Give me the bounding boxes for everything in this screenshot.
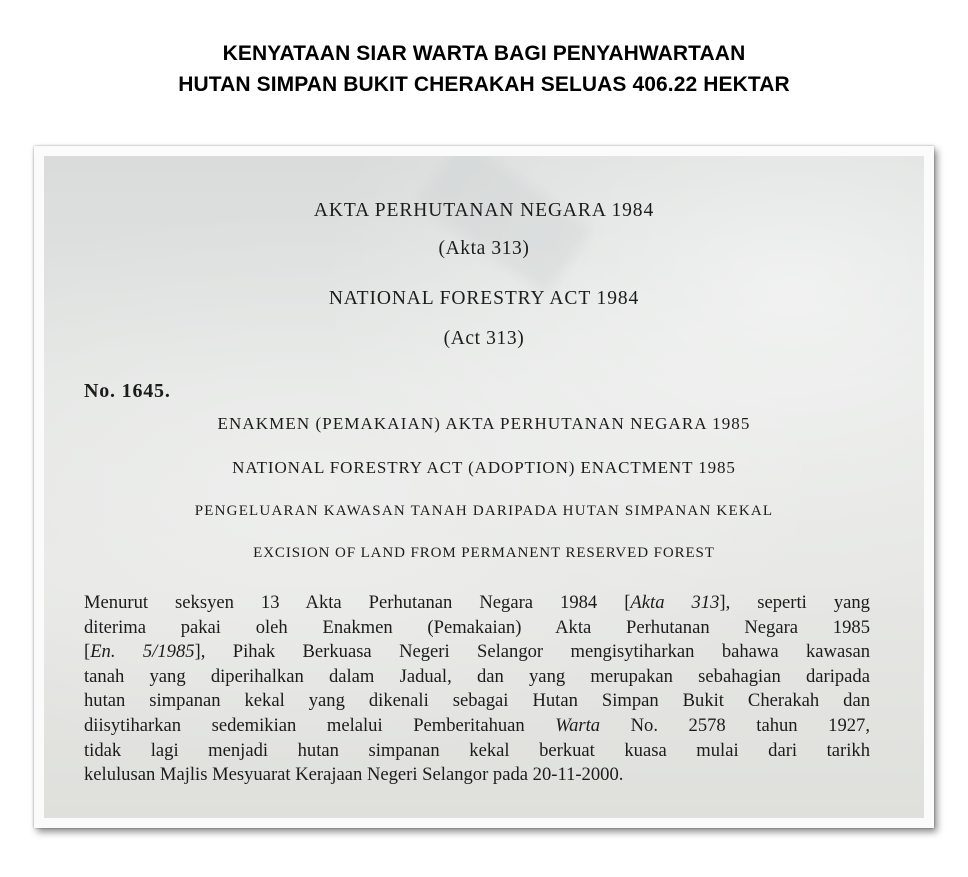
heading-line-1: KENYATAAN SIAR WARTA BAGI PENYAHWARTAAN: [222, 42, 746, 65]
warta-reference: Warta: [555, 714, 601, 736]
body-line-4: tanah yang diperihalkan dalam Jadual, dan yang merupakan sebahagian daripada: [84, 665, 870, 687]
subject-english: EXCISION OF LAND FROM PERMANENT RESERVED FOREST: [253, 545, 715, 561]
body-line-6: [84, 714, 870, 739]
enactment-english-title: NATIONAL FORESTRY ACT (ADOPTION) ENACTMENT 1985: [232, 458, 736, 477]
body-line-5: hutan simpanan kekal yang dikenali sebagai Hutan Simpan Bukit Cherakah dan: [84, 690, 870, 712]
act-english-title: NATIONAL FORESTRY ACT 1984: [328, 288, 640, 309]
body-text: No. 2578 tahun 1927,: [600, 714, 870, 736]
body-text: Menurut seksyen 13 Akta Perhutanan Negara 1984 [: [84, 592, 631, 613]
act-english-number: (Act 313): [443, 328, 525, 349]
subject-malay: PENGELUARAN KAWASAN TANAH DARIPADA HUTAN SIMPANAN KEKAL: [194, 503, 774, 519]
gazette-scan: [44, 156, 924, 818]
body-line-2: diterima pakai oleh Enakmen (Pemakaian) Akta Perhutanan Negara 1985: [84, 616, 870, 638]
paper-glare: [416, 156, 593, 295]
body-text: ], Pihak Berkuasa Negeri Selangor mengisytiharkan bahawa kawasan: [194, 641, 870, 663]
gazette-photo-frame: [34, 146, 934, 828]
enactment-reference: En. 5/1985: [90, 641, 195, 663]
act-reference: Akta 313: [630, 592, 720, 613]
notice-body: [84, 591, 870, 788]
body-text: [: [84, 641, 91, 663]
body-line-3: [84, 640, 870, 665]
body-line-8: kelulusan Majlis Mesyuarat Kerajaan Negeri Selangor pada 20-11-2000.: [84, 764, 624, 786]
enactment-malay-title: ENAKMEN (PEMAKAIAN) AKTA PERHUTANAN NEGARA 1985: [217, 414, 751, 433]
body-text: diisytiharkan sedemikian melalui Pemberitahuan: [84, 714, 556, 736]
body-text: ], seperti yang: [719, 592, 870, 613]
body-line-1: [84, 591, 870, 616]
act-malay-title: AKTA PERHUTANAN NEGARA 1984: [313, 200, 655, 221]
page-heading: [0, 38, 968, 100]
notice-number: No. 1645.: [84, 380, 171, 402]
body-line-7: tidak lagi menjadi hutan simpanan kekal berkuat kuasa mulai dari tarikh: [84, 739, 870, 761]
heading-line-2: HUTAN SIMPAN BUKIT CHERAKAH SELUAS 406.22 HEKTAR: [178, 73, 790, 96]
act-malay-number: (Akta 313): [438, 238, 530, 259]
